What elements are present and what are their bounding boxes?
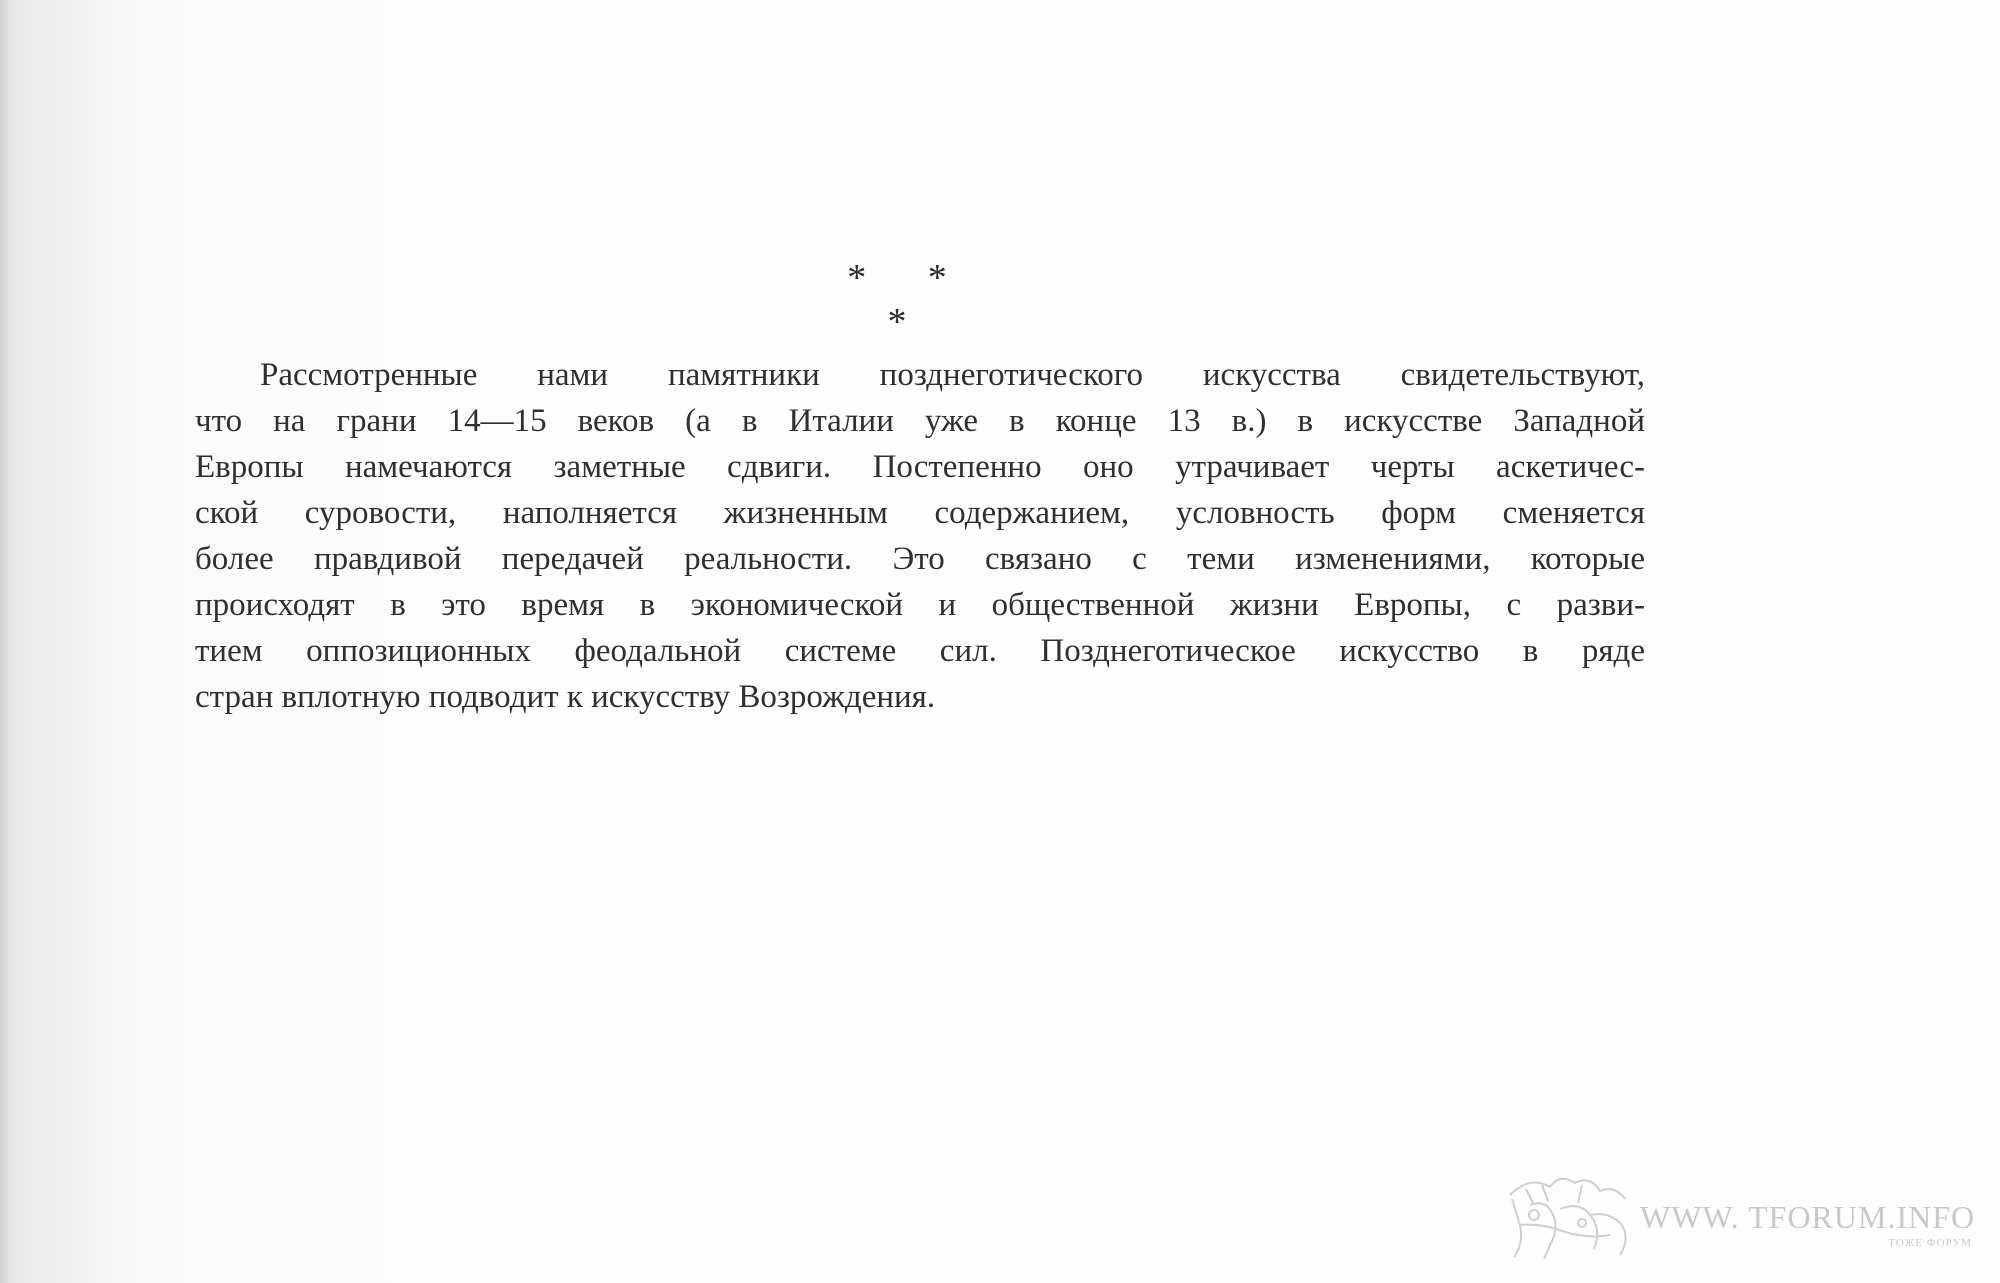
paragraph-line: происходят в это время в экономической и общественной жизни Европы, с разви-: [195, 587, 1645, 623]
page-binding-shadow: [0, 0, 10, 1283]
watermark-url: WWW. TFORUM.INFO: [1640, 1199, 1976, 1235]
paragraph-line: Европы намечаются заметные сдвиги. Постепенно оно утрачивает черты аскетичес-: [195, 449, 1645, 485]
paragraph-line: тием оппозиционных феодальной системе сил. Позднеготическое искусство в ряде: [195, 633, 1645, 669]
watermark: [1490, 1165, 1990, 1265]
griffin-logo-icon: [1490, 1165, 1640, 1265]
paragraph-line: стран вплотную подводит к искусству Возрождения.: [195, 679, 936, 715]
paragraph-line: ской суровости, наполняется жизненным содержанием, условность форм сменяется: [195, 495, 1645, 531]
paragraph-line: Рассмотренные нами памятники позднеготического искусства свидетельствуют,: [260, 357, 1645, 393]
body-paragraph: [195, 352, 1645, 720]
paragraph-line: что на грани 14—15 веков (а в Италии уже в конце 13 в.) в искусстве Западной: [195, 403, 1645, 439]
section-separator: * * *: [847, 257, 973, 343]
paragraph-line: более правдивой передачей реальности. Это связано с теми изменениями, которые: [195, 541, 1645, 577]
watermark-tagline: ТОЖЕ ФОРУМ: [1888, 1237, 1972, 1249]
